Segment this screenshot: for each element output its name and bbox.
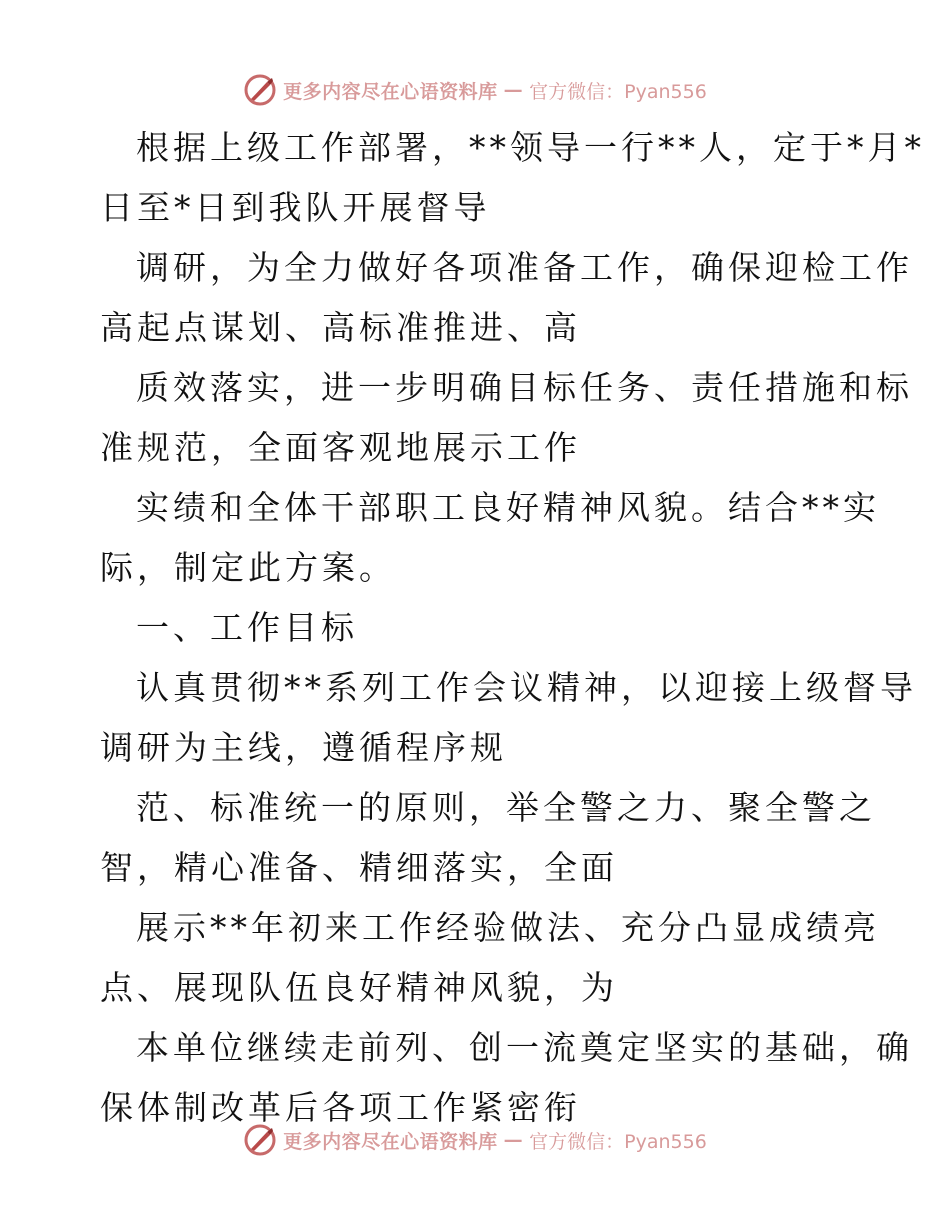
quill-seal-icon [243, 1123, 277, 1157]
header-watermark [0, 68, 950, 112]
watermark-text: 更多内容尽在心语资料库 [283, 1130, 498, 1153]
text-line: 际，制定此方案。 [100, 548, 396, 587]
watermark-dash: — [503, 79, 524, 101]
quill-seal-icon [243, 73, 277, 107]
text-line: 保体制改革后各项工作紧密衔 [100, 1088, 581, 1127]
text-line: 一、工作目标 [136, 608, 358, 647]
watermark-wechat: 官方微信：Pyan556 [529, 80, 707, 103]
text-line: 根据上级工作部署，**领导一行**人，定于*月* [136, 128, 925, 167]
footer-watermark [0, 1118, 950, 1162]
text-line: 本单位继续走前列、创一流奠定坚实的基础，确 [136, 1028, 913, 1067]
text-line: 质效落实，进一步明确目标任务、责任措施和标 [136, 368, 913, 407]
text-line: 实绩和全体干部职工良好精神风貌。结合**实 [136, 488, 880, 527]
text-line: 智，精心准备、精细落实，全面 [100, 848, 618, 887]
watermark-text: 更多内容尽在心语资料库 [283, 80, 498, 103]
text-line: 调研为主线，遵循程序规 [100, 728, 507, 767]
text-line: 范、标准统一的原则，举全警之力、聚全警之 [136, 788, 876, 827]
watermark-dash: — [503, 1129, 524, 1151]
text-line: 调研，为全力做好各项准备工作，确保迎检工作 [136, 248, 913, 287]
text-line: 高起点谋划、高标准推进、高 [100, 308, 581, 347]
text-line: 认真贯彻**系列工作会议精神，以迎接上级督导 [136, 668, 917, 707]
text-line: 日至*日到我队开展督导 [100, 188, 491, 227]
document-body [100, 118, 925, 1138]
text-line: 点、展现队伍良好精神风貌，为 [100, 968, 618, 1007]
text-line: 展示**年初来工作经验做法、充分凸显成绩亮 [136, 908, 880, 947]
text-line: 准规范，全面客观地展示工作 [100, 428, 581, 467]
watermark-wechat: 官方微信：Pyan556 [529, 1130, 707, 1153]
